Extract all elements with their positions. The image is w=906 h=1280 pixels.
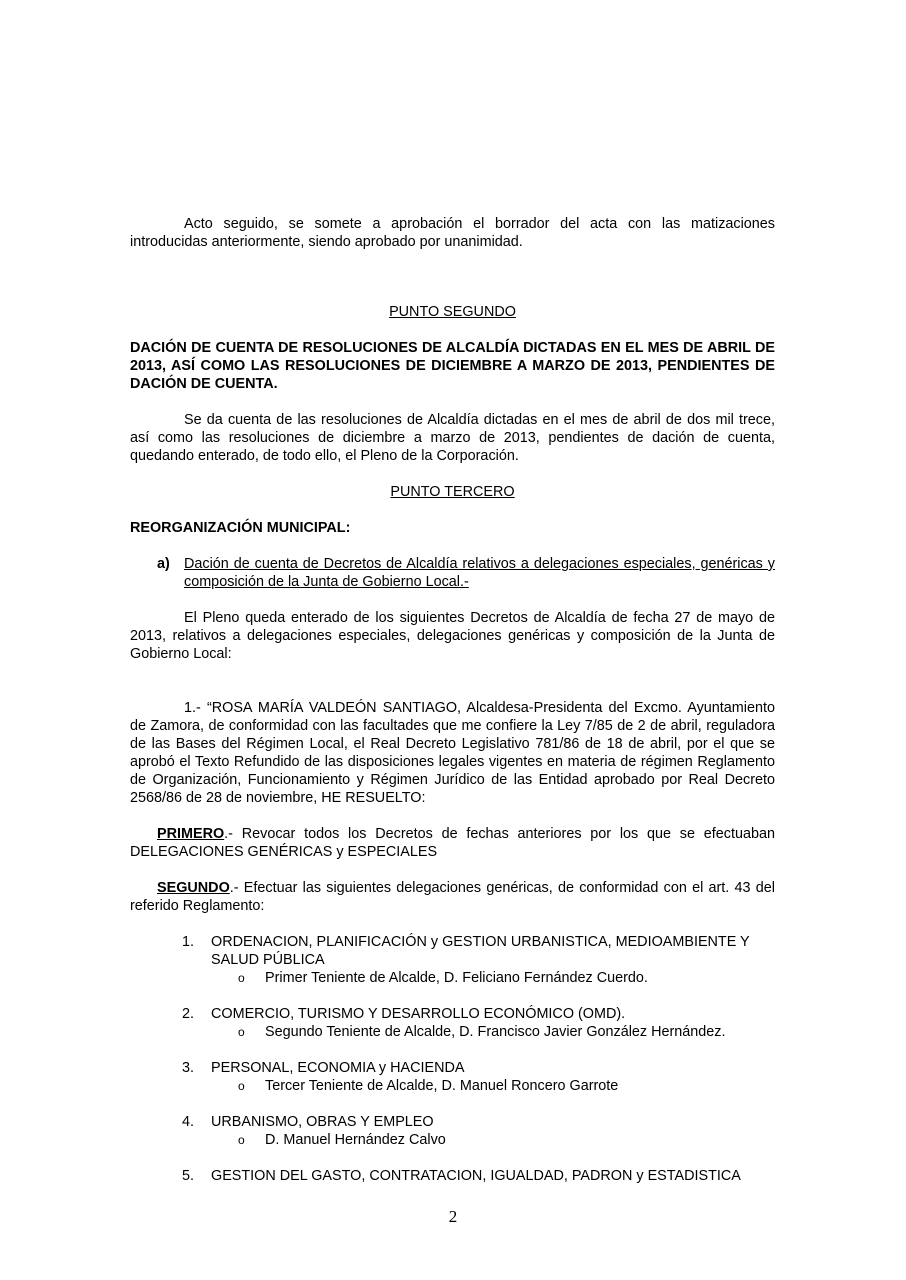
segundo-text: .- Efectuar las siguientes delegaciones genéricas, de conformidad con el art. 43 del referido Reglamento: <box>130 880 775 914</box>
punto-segundo-title: DACIÓN DE CUENTA DE RESOLUCIONES DE ALCALDÍA DICTADAS EN EL MES DE ABRIL DE 2013, ASÍ COMO LAS RESOLUCIONES DE DICIEMBRE A MARZO DE 2013, PENDIENTES DE DACIÓN DE CUENTA. <box>130 340 775 392</box>
list-subitem-holder: D. Manuel Hernández Calvo <box>265 1132 446 1148</box>
list-subitem-holder: Primer Teniente de Alcalde, D. Feliciano Fernández Cuerdo. <box>265 970 648 986</box>
intro-paragraph: Acto seguido, se somete a aprobación el borrador del acta con las matizaciones introducidas anteriormente, siendo aprobado por unanimidad. <box>130 216 775 250</box>
list-subitem <box>238 1023 775 1041</box>
page-content <box>130 215 775 1185</box>
punto-tercero-heading: PUNTO TERCERO <box>390 484 515 500</box>
list-item <box>182 1005 775 1023</box>
punto-segundo-body: Se da cuenta de las resoluciones de Alcaldía dictadas en el mes de abril de dos mil trece, así como las resoluciones de diciembre a marzo de 2013, pendientes de dación de cuenta, quedando enterado, de todo ello, el Pleno de la Corporación. <box>130 412 775 464</box>
list-subitem <box>238 969 775 987</box>
list-item <box>182 933 775 969</box>
list-item-number: 5. <box>182 1168 195 1184</box>
list-item-number: 4. <box>182 1114 195 1130</box>
list-item-number: 1. <box>182 934 195 950</box>
list-item-area: GESTION DEL GASTO, CONTRATACION, IGUALDAD, PADRON y ESTADISTICA <box>211 1168 741 1184</box>
list-subitem <box>238 1077 775 1095</box>
circle-bullet-icon: o <box>238 1025 245 1039</box>
decree-paragraph: 1.- “ROSA MARÍA VALDEÓN SANTIAGO, Alcaldesa-Presidenta del Excmo. Ayuntamiento de Zamora, de conformidad con las facultades que me confiere la Ley 7/85 de 2 de abril, reguladora de las Bases del Régimen Local, el Real Decreto Legislativo 781/86 de 18 de abril, por el que se aprobó el Texto Refundido de las disposiciones legales vigentes en materia de régimen Reglamento de Organización, Funcionamiento y Régimen Jurídico de las Entidad aprobado por Real Decreto 2568/86 de 28 de noviembre, HE RESUELTO: <box>130 700 775 806</box>
primero-paragraph <box>130 825 775 861</box>
list-item <box>182 1113 775 1131</box>
primero-text: .- Revocar todos los Decretos de fechas anteriores por los que se efectuaban DELEGACIONES GENÉRICAS y ESPECIALES <box>130 826 775 860</box>
list-subitem <box>238 1131 775 1149</box>
list-item <box>182 1059 775 1077</box>
item-a-mark: a) <box>157 556 170 572</box>
list-item-number: 2. <box>182 1006 195 1022</box>
list-item-area: URBANISMO, OBRAS Y EMPLEO <box>211 1114 434 1130</box>
list-subitem-holder: Segundo Teniente de Alcalde, D. Francisco Javier González Hernández. <box>265 1024 726 1040</box>
item-a <box>157 555 775 591</box>
list-subitem-holder: Tercer Teniente de Alcalde, D. Manuel Roncero Garrote <box>265 1078 619 1094</box>
circle-bullet-icon: o <box>238 971 245 985</box>
list-item <box>182 1167 775 1185</box>
page-number: 2 <box>448 1207 458 1226</box>
delegations-list <box>130 933 775 1185</box>
list-item-number: 3. <box>182 1060 195 1076</box>
segundo-label: SEGUNDO <box>157 880 230 896</box>
item-a-text: Dación de cuenta de Decretos de Alcaldía relativos a delegaciones especiales, genéricas y composición de la Junta de Gobierno Local.- <box>184 556 775 590</box>
segundo-paragraph <box>130 879 775 915</box>
circle-bullet-icon: o <box>238 1079 245 1093</box>
punto-tercero-title: REORGANIZACIÓN MUNICIPAL: <box>130 520 351 536</box>
list-item-area: PERSONAL, ECONOMIA y HACIENDA <box>211 1060 465 1076</box>
punto-tercero-body: El Pleno queda enterado de los siguientes Decretos de Alcaldía de fecha 27 de mayo de 2013, relativos a delegaciones especiales, delegaciones genéricas y composición de la Junta de Gobierno Local: <box>130 610 775 662</box>
primero-label: PRIMERO <box>157 826 225 842</box>
punto-segundo-heading: PUNTO SEGUNDO <box>389 304 516 320</box>
circle-bullet-icon: o <box>238 1133 245 1147</box>
list-item-area: ORDENACION, PLANIFICACIÓN y GESTION URBANISTICA, MEDIOAMBIENTE Y SALUD PÚBLICA <box>211 934 750 968</box>
list-item-area: COMERCIO, TURISMO Y DESARROLLO ECONÓMICO (OMD). <box>211 1006 626 1022</box>
